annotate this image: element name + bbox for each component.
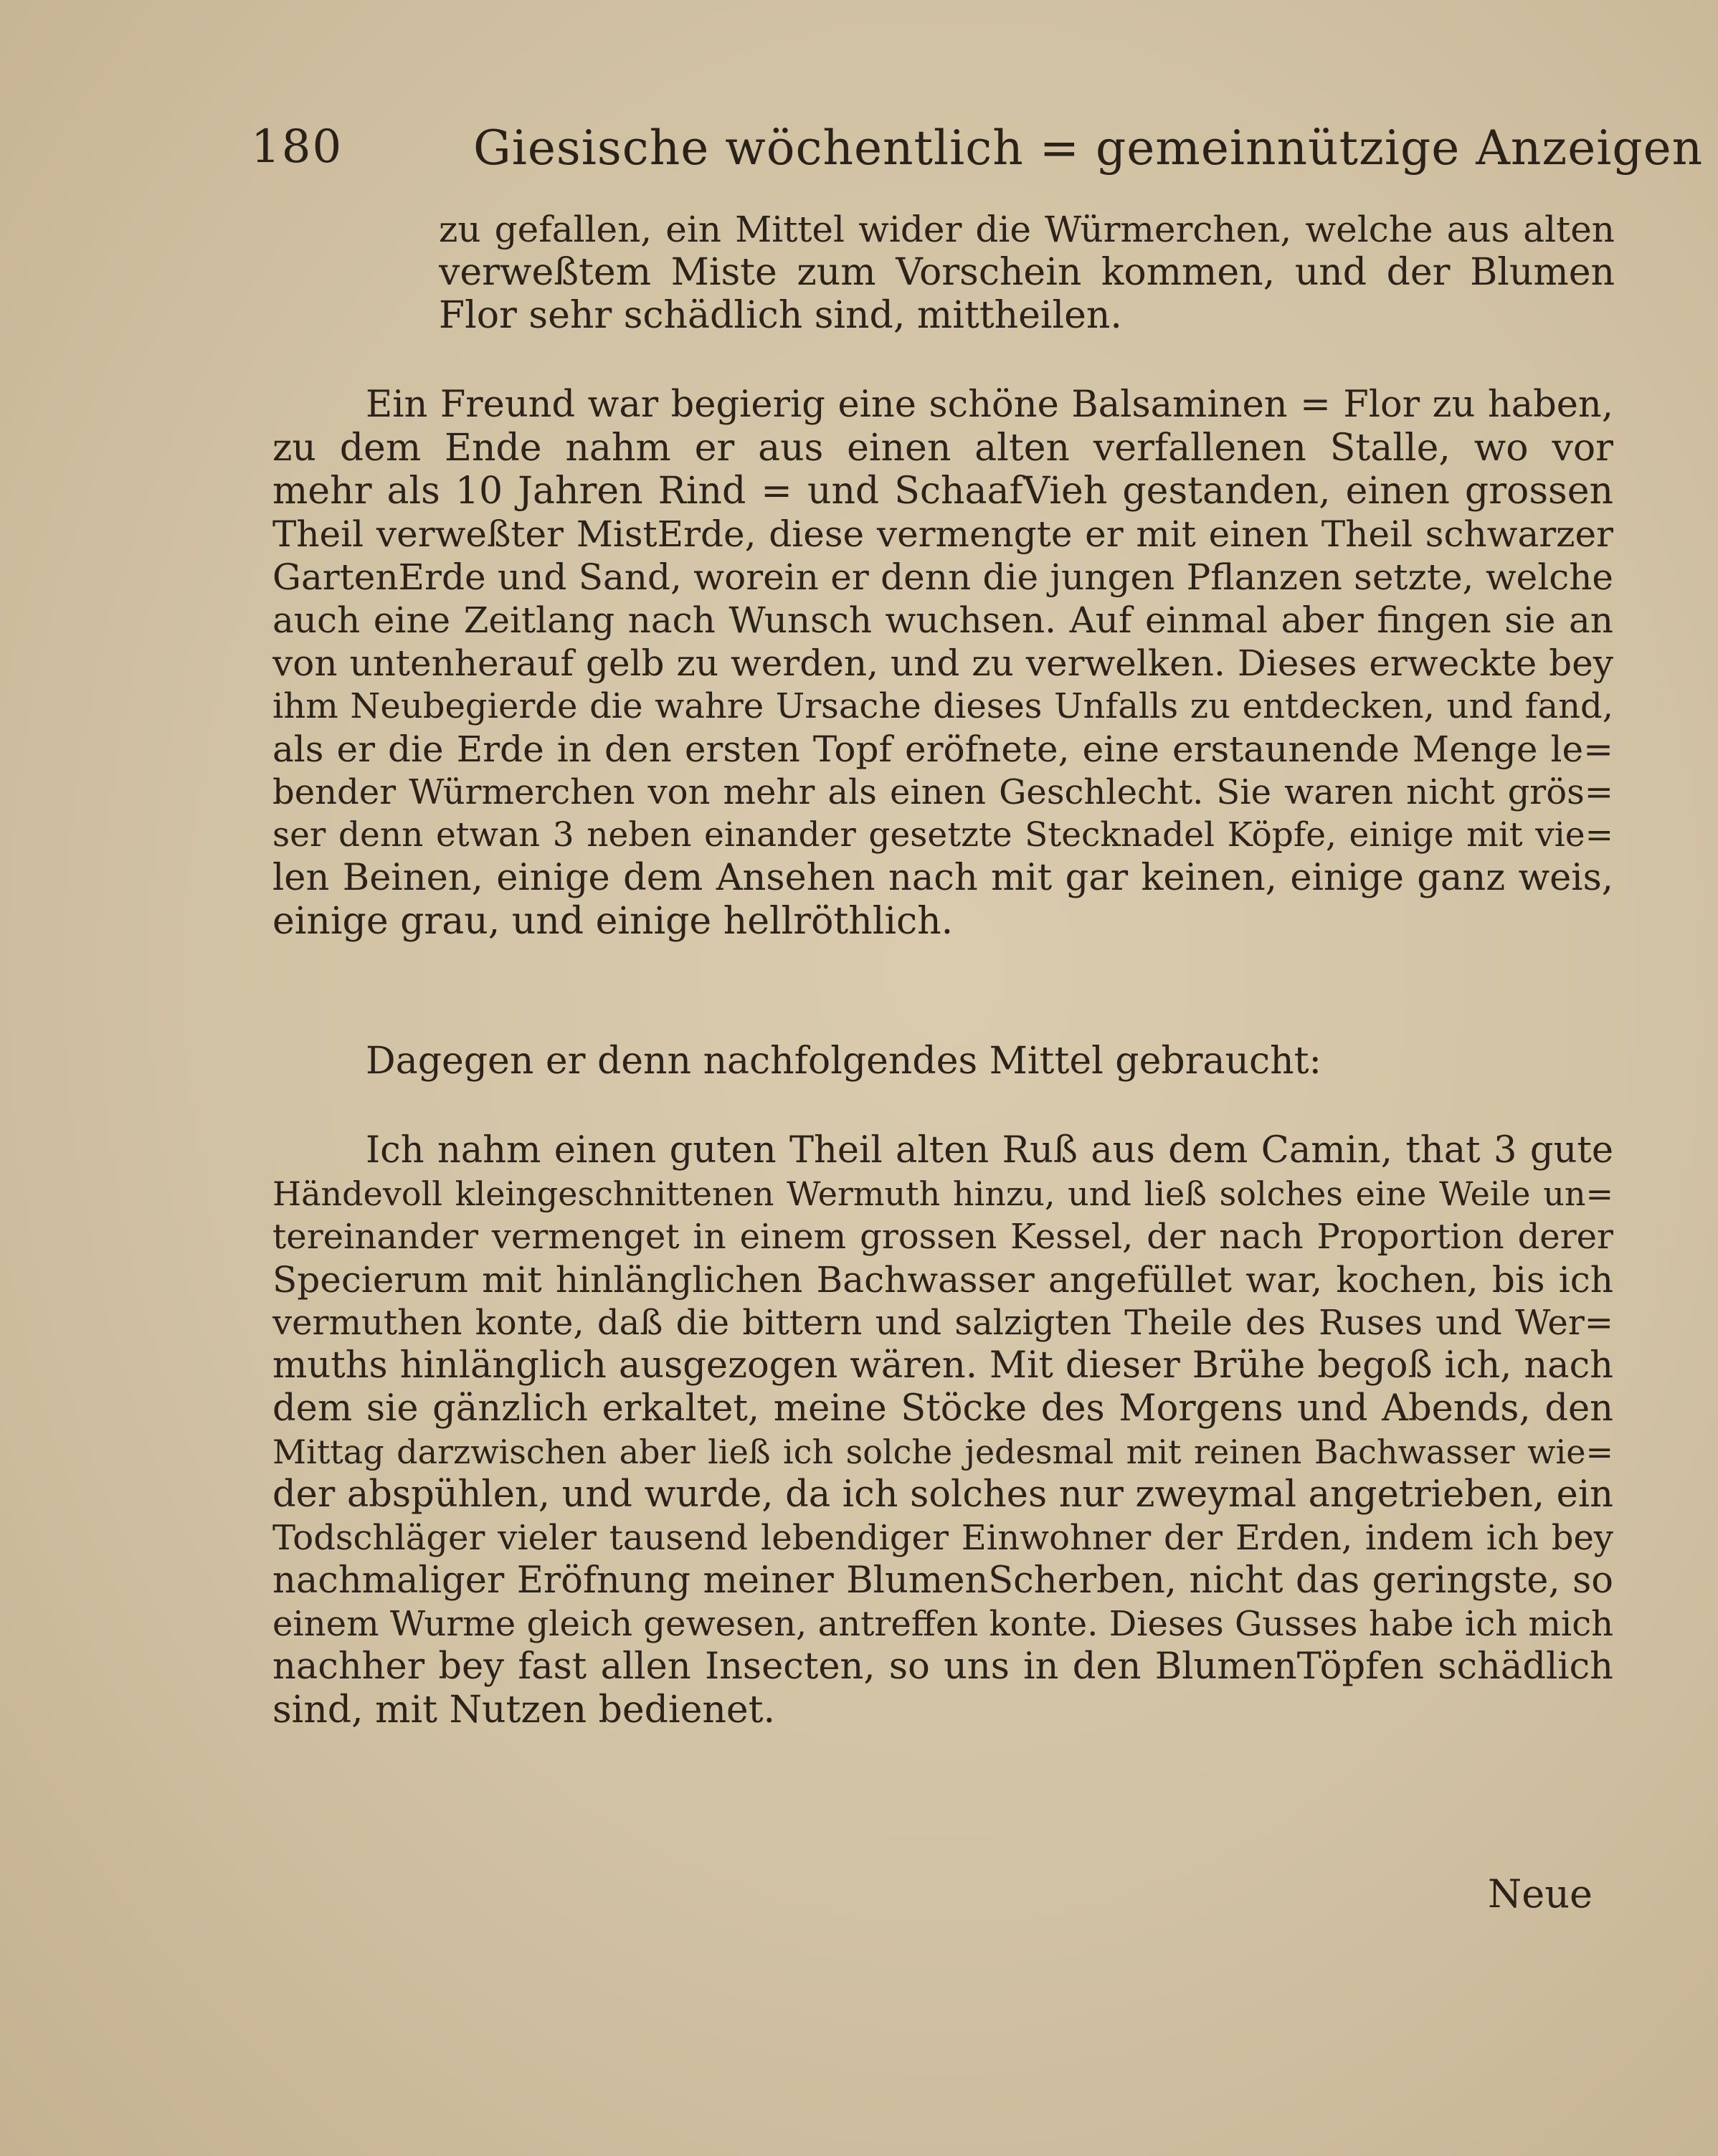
text-line: Ich nahm einen guten Theil alten Ruß aus dem Camin, that 3 gute — [366, 1129, 1613, 1172]
text-line: einige grau, und einige hellröthlich. — [272, 900, 954, 943]
paragraph-continuation — [439, 208, 1615, 337]
text-line: Flor sehr schädlich sind, mittheilen. — [439, 294, 1122, 337]
text-line: zu dem Ende nahm er aus einen alten verfallenen Stalle, wo vor — [272, 427, 1613, 470]
paragraph-remedy-intro — [272, 1040, 1613, 1083]
text-line: tereinander vermenget in einem grossen Kessel, der nach Proportion derer — [272, 1217, 1613, 1257]
paragraph-remedy — [272, 1129, 1613, 1732]
text-line: Händevoll kleingeschnittenen Wermuth hinzu, und ließ solches eine Weile un= — [272, 1174, 1613, 1213]
text-line: Ein Freund war begierig eine schöne Balsaminen = Flor zu haben, — [366, 384, 1613, 426]
text-line: sind, mit Nutzen bedienet. — [272, 1689, 776, 1732]
text-line: auch eine Zeitlang nach Wunsch wuchsen. Auf einmal aber fingen sie an — [272, 599, 1613, 641]
running-title: Giesische wöchentlich = gemeinnützige Anzeigen — [473, 120, 1704, 176]
text-line: der abspühlen, und wurde, da ich solches nur zweymal angetrieben, ein — [272, 1473, 1613, 1516]
text-line: verweßtem Miste zum Vorschein kommen, und der Blumen — [439, 251, 1615, 294]
text-line: einem Wurme gleich gewesen, antreffen konte. Dieses Gusses habe ich mich — [272, 1604, 1613, 1644]
text-line: muths hinlänglich ausgezogen wären. Mit dieser Brühe begoß ich, nach — [272, 1344, 1613, 1387]
text-line: Dagegen er denn nachfolgendes Mittel gebraucht: — [366, 1040, 1322, 1083]
text-line: dem sie gänzlich erkaltet, meine Stöcke des Morgens und Abends, den — [272, 1387, 1613, 1430]
text-line: Todschläger vieler tausend lebendiger Einwohner der Erden, indem ich bey — [272, 1518, 1613, 1558]
text-line: mehr als 10 Jahren Rind = und SchaafVieh gestanden, einen grossen — [272, 470, 1613, 513]
text-line: nachmaliger Eröfnung meiner BlumenScherben, nicht das geringste, so — [272, 1559, 1613, 1602]
catchword: Neue — [1488, 1871, 1593, 1917]
text-line: als er die Erde in den ersten Topf eröfnete, eine erstaunende Menge le= — [272, 728, 1613, 770]
text-line: GartenErde und Sand, worein er denn die jungen Pflanzen setzte, welche — [272, 556, 1613, 598]
text-line: nachher bey fast allen Insecten, so uns in den BlumenTöpfen schädlich — [272, 1646, 1613, 1688]
paragraph-friend-story — [272, 384, 1613, 943]
page-header — [237, 108, 1704, 186]
text-line: ser denn etwan 3 neben einander gesetzte Stecknadel Köpfe, einige mit vie= — [272, 815, 1613, 855]
text-line: bender Würmerchen von mehr als einen Geschlecht. Sie waren nicht grös= — [272, 772, 1613, 812]
text-line: Mittag darzwischen aber ließ ich solche jedesmal mit reinen Bachwasser wie= — [272, 1433, 1613, 1471]
text-line: vermuthen konte, daß die bittern und salzigten Theile des Ruses und Wer= — [272, 1303, 1613, 1343]
text-line: zu gefallen, ein Mittel wider die Würmerchen, welche aus alten — [439, 209, 1615, 250]
text-line: Specierum mit hinlänglichen Bachwasser angefüllet war, kochen, bis ich — [272, 1259, 1613, 1301]
text-line: len Beinen, einige dem Ansehen nach mit gar keinen, einige ganz weis, — [272, 857, 1613, 899]
text-line: ihm Neubegierde die wahre Ursache dieses Unfalls zu entdecken, und fand, — [272, 686, 1613, 726]
text-line: Theil verweßter MistErde, diese vermengte er mit einen Theil schwarzer — [272, 513, 1613, 555]
page-number: 180 — [251, 120, 343, 174]
text-line: von untenherauf gelb zu werden, und zu verwelken. Dieses erweckte bey — [272, 642, 1613, 684]
